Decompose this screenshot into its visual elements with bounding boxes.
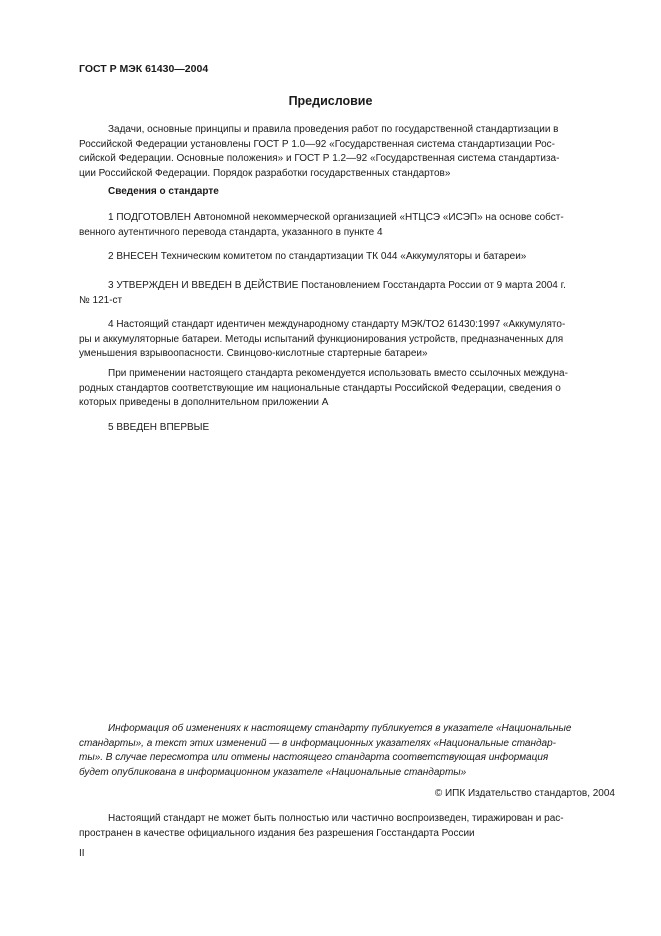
application-note-paragraph xyxy=(79,367,615,411)
item-3-paragraph xyxy=(79,279,615,308)
intro-line: Задачи, основные принципы и правила проведения работ по государственной стандартизации в xyxy=(108,124,559,135)
item-2-paragraph xyxy=(79,250,615,265)
intro-line: сийской Федерации. Основные положения» и ГОСТ Р 1.2—92 «Государственная система стандартиза- xyxy=(79,153,560,164)
changes-info-line: стандарты», а текст этих изменений — в информационных указателях «Национальные стандар- xyxy=(79,737,556,749)
copyright-notice: © ИПК Издательство стандартов, 2004 xyxy=(434,788,615,799)
intro-line: ции Российской Федерации. Порядок разработки государственных стандартов» xyxy=(79,167,451,179)
item-4-line: 4 Настоящий стандарт идентичен международному стандарту МЭК/ТО2 61430:1997 «Аккумулято- xyxy=(108,319,566,330)
item-5-line: 5 ВВЕДЕН ВПЕРВЫЕ xyxy=(108,422,210,433)
changes-info-line: Информация об изменениях к настоящему стандарту публикуется в указателе «Национальные xyxy=(108,723,572,734)
reproduction-notice-paragraph xyxy=(79,812,615,841)
intro-paragraph xyxy=(79,123,615,181)
item-4-line: уменьшения взрывоопасности. Свинцово-кислотные стартерные батареи» xyxy=(79,348,428,359)
application-note-line: При применении настоящего стандарта рекомендуется использовать вместо ссылочных междуна- xyxy=(108,368,568,379)
intro-line: Российской Федерации установлены ГОСТ Р 1.0—92 «Государственная система стандартизации Рос- xyxy=(79,138,556,150)
item-2-line: 2 ВНЕСЕН Техническим комитетом по стандартизации ТК 044 «Аккумуляторы и батареи» xyxy=(108,251,527,262)
item-4-paragraph xyxy=(79,318,615,362)
item-1-line: венного аутентичного перевода стандарта, указанного в пункте 4 xyxy=(79,226,383,238)
application-note-line: которых приведены в дополнительном приложении А xyxy=(79,397,329,408)
item-4-line: ры и аккумуляторные батареи. Методы испытаний функционирования устройств, предназначенных для xyxy=(79,333,564,345)
item-1-paragraph xyxy=(79,211,615,240)
info-section-heading: Сведения о стандарте xyxy=(108,186,219,197)
item-5-paragraph xyxy=(79,421,615,436)
item-1-line: 1 ПОДГОТОВЛЕН Автономной некоммерческой организацией «НТЦСЭ «ИСЭП» на основе собст- xyxy=(108,212,564,223)
document-code-header: ГОСТ Р МЭК 61430—2004 xyxy=(79,63,209,75)
reproduction-notice-line: Настоящий стандарт не может быть полностью или частично воспроизведен, тиражирован и рас- xyxy=(108,813,564,824)
reproduction-notice-line: пространен в качестве официального издания без разрешения Госстандарта России xyxy=(79,827,475,839)
application-note-line: родных стандартов соответствующие им национальные стандарты Российской Федерации, сведения о xyxy=(79,382,561,394)
item-3-line: 3 УТВЕРЖДЕН И ВВЕДЕН В ДЕЙСТВИЕ Постановлением Госстандарта России от 9 марта 2004 г. xyxy=(108,280,566,291)
changes-info-line: ты». В случае пересмотра или отмены настоящего стандарта соответствующая информация xyxy=(79,752,549,763)
page-number: II xyxy=(79,848,85,859)
changes-info-line: будет опубликована в информационном указателе «Национальные стандарты» xyxy=(79,766,467,778)
changes-info-paragraph xyxy=(79,722,615,780)
item-3-line: № 121-ст xyxy=(79,294,123,306)
page-title: Предисловие xyxy=(288,94,373,108)
